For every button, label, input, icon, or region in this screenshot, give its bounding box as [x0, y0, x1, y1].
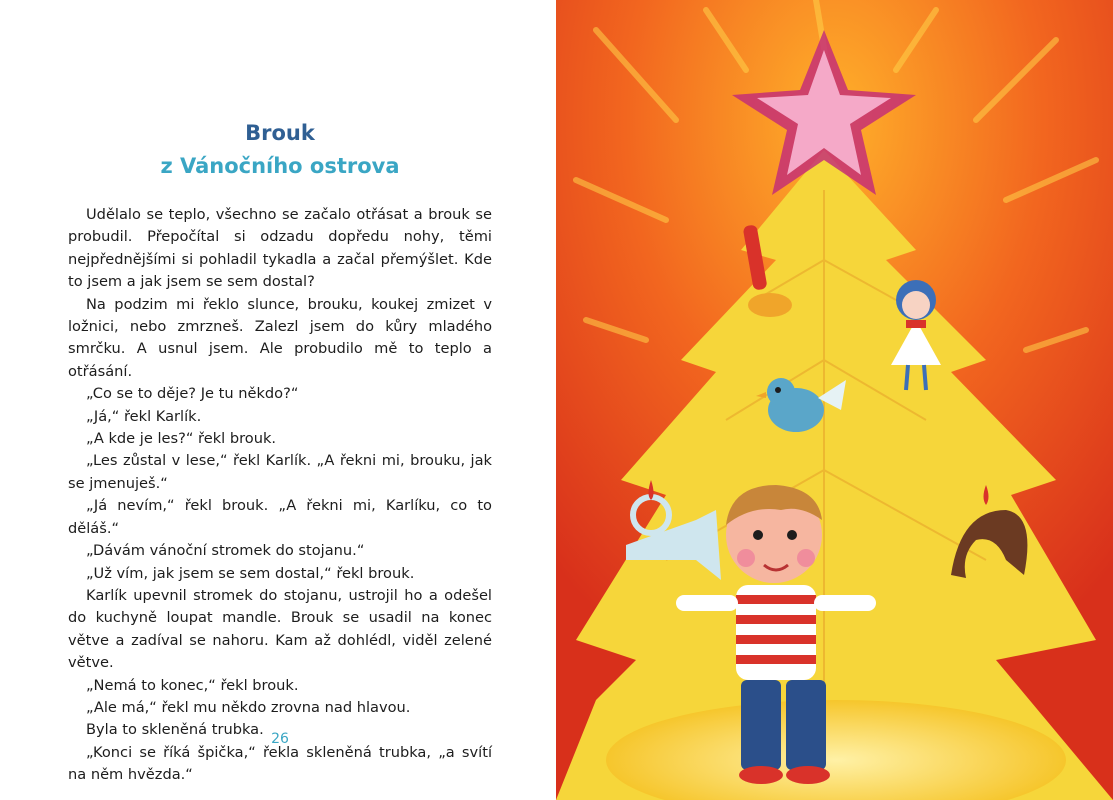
chapter-subtitle: z Vánočního ostrova	[160, 154, 400, 178]
paragraph: Na podzim mi řeklo slunce, brouku, koukej zmizet v ložnici, nebo zmrzneš. Zalezl jsem do kůry mladého smrčku. A usnul jsem. Ale probudilo mě to teplo a otřásání.	[68, 295, 492, 380]
paragraph: „Ale má,“ řekl mu někdo zrovna nad hlavou.	[86, 698, 411, 716]
paragraph: „Už vím, jak jsem se sem dostal,“ řekl brouk.	[86, 564, 415, 582]
paragraph: „Já,“ řekl Karlík.	[86, 407, 202, 425]
text-page	[0, 0, 556, 800]
page-number: 26	[271, 731, 289, 747]
paragraph: „Dávám vánoční stromek do stojanu.“	[86, 542, 365, 560]
story-text	[68, 204, 492, 787]
paragraph: „A kde je les?“ řekl brouk.	[86, 430, 277, 448]
paragraph: Udělalo se teplo, všechno se začalo otřásat a brouk se probudil. Přepočítal si odzadu dopředu nohy, těmi nejpřednějšími si pohladil tykadla a začal přemýšlet. Kde to jsem a jak jsem se sem dostal?	[68, 206, 492, 291]
paragraph: Byla to skleněná trubka.	[86, 721, 264, 739]
illustration-page	[556, 0, 1113, 800]
paragraph: „Nemá to konec,“ řekl brouk.	[86, 676, 299, 694]
christmas-tree-illustration	[556, 0, 1113, 800]
paragraph: „Já nevím,“ řekl brouk. „A řekni mi, Karlíku, co to děláš.“	[68, 497, 492, 537]
paragraph: „Konci se říká špička,“ řekla skleněná trubka, „a svítí na něm hvězda.“	[68, 743, 492, 784]
paragraph: „Les zůstal v lese,“ řekl Karlík. „A řekni mi, brouku, jak se jmenuješ.“	[68, 452, 492, 492]
paragraph: „Co se to děje? Je tu někdo?“	[86, 385, 299, 403]
chapter-title: Brouk	[245, 121, 315, 145]
paragraph: Karlík upevnil stromek do stojanu, ustrojil ho a odešel do kuchyně loupat mandle. Brouk se usadil na konec větve a zadíval se nahoru. Kam až dohlédl, viděl zelené větve.	[68, 586, 492, 672]
